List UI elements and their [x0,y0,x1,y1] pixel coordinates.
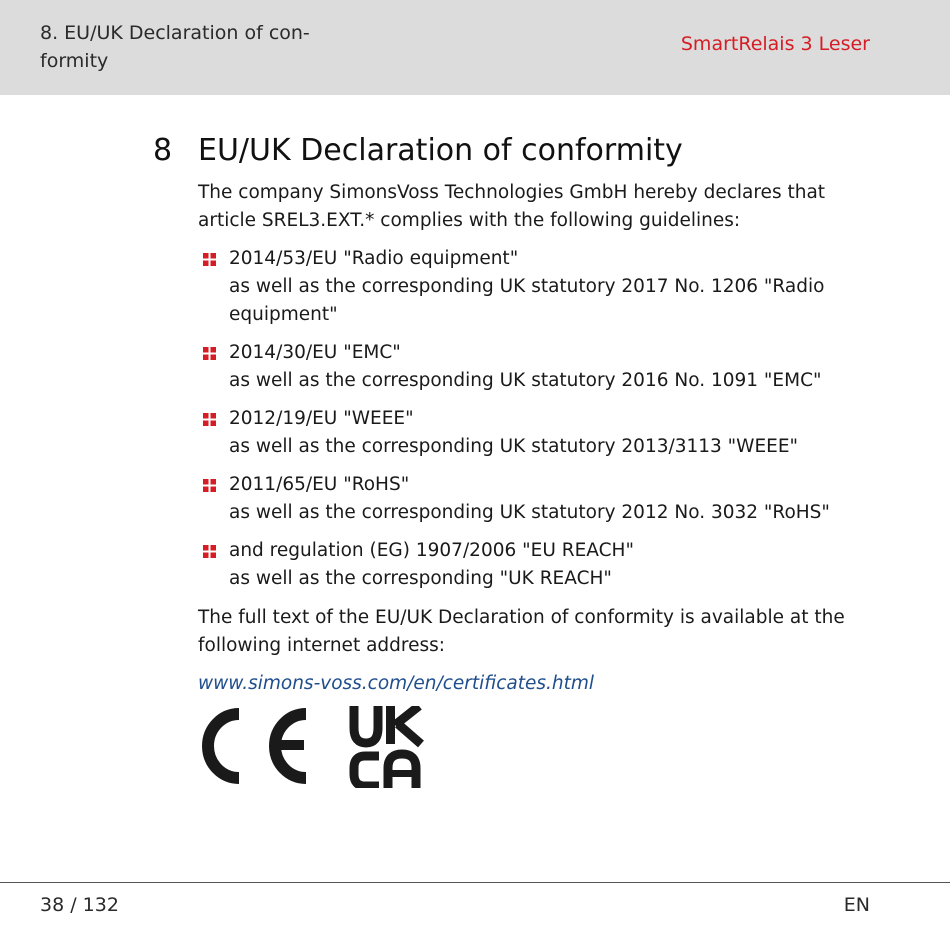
item-uk-statutory: as well as the corresponding "UK REACH" [229,568,612,589]
intro-paragraph: The company SimonsVoss Technologies GmbH hereby declares that article SREL3.EXT.* complies with the following guidelines: [198,182,826,231]
section-title-text: EU/UK Declaration of conformity [198,133,683,168]
section-number: 8 [153,133,173,168]
item-directive: 2014/30/EU "EMC" [229,342,401,363]
list-item [198,537,878,593]
page-number: 38 / 132 [40,894,119,916]
conformity-marks [198,706,438,788]
list-item [198,339,878,395]
bullet-icon [203,545,216,558]
item-uk-statutory: as well as the corresponding UK statutory 2012 No. 3032 "RoHS" [229,502,830,523]
section-body [198,179,878,698]
list-item [198,405,878,461]
section-title [153,130,683,172]
certificates-link[interactable]: www.simons-voss.com/en/certificates.html [198,673,595,694]
bullet-icon [203,413,216,426]
item-uk-statutory: as well as the corresponding UK statutory 2017 No. 1206 "Radio equipment" [229,276,825,325]
item-directive: 2011/65/EU "RoHS" [229,474,410,495]
page-header [0,0,950,95]
item-directive: and regulation (EG) 1907/2006 "EU REACH" [229,540,634,561]
ukca-mark-logo [354,706,421,788]
header-product-name: SmartRelais 3 Leser [680,33,870,55]
list-item [198,471,878,527]
language-code: EN [843,894,870,916]
guidelines-list [198,245,878,593]
footer-divider [0,882,950,883]
item-directive: 2012/19/EU "WEEE" [229,408,414,429]
item-directive: 2014/53/EU "Radio equipment" [229,248,519,269]
bullet-icon [203,253,216,266]
ce-ukca-marks-svg [198,706,438,788]
bullet-icon [203,479,216,492]
list-item [198,245,878,329]
item-uk-statutory: as well as the corresponding UK statutory 2013/3113 "WEEE" [229,436,799,457]
full-text-paragraph: The full text of the EU/UK Declaration of conformity is available at the following internet address: [198,607,845,656]
ce-mark-logo [208,714,306,778]
item-uk-statutory: as well as the corresponding UK statutory 2016 No. 1091 "EMC" [229,370,822,391]
bullet-icon [203,347,216,360]
header-chapter-title: 8. EU/UK Declaration of con- formity [40,22,310,72]
